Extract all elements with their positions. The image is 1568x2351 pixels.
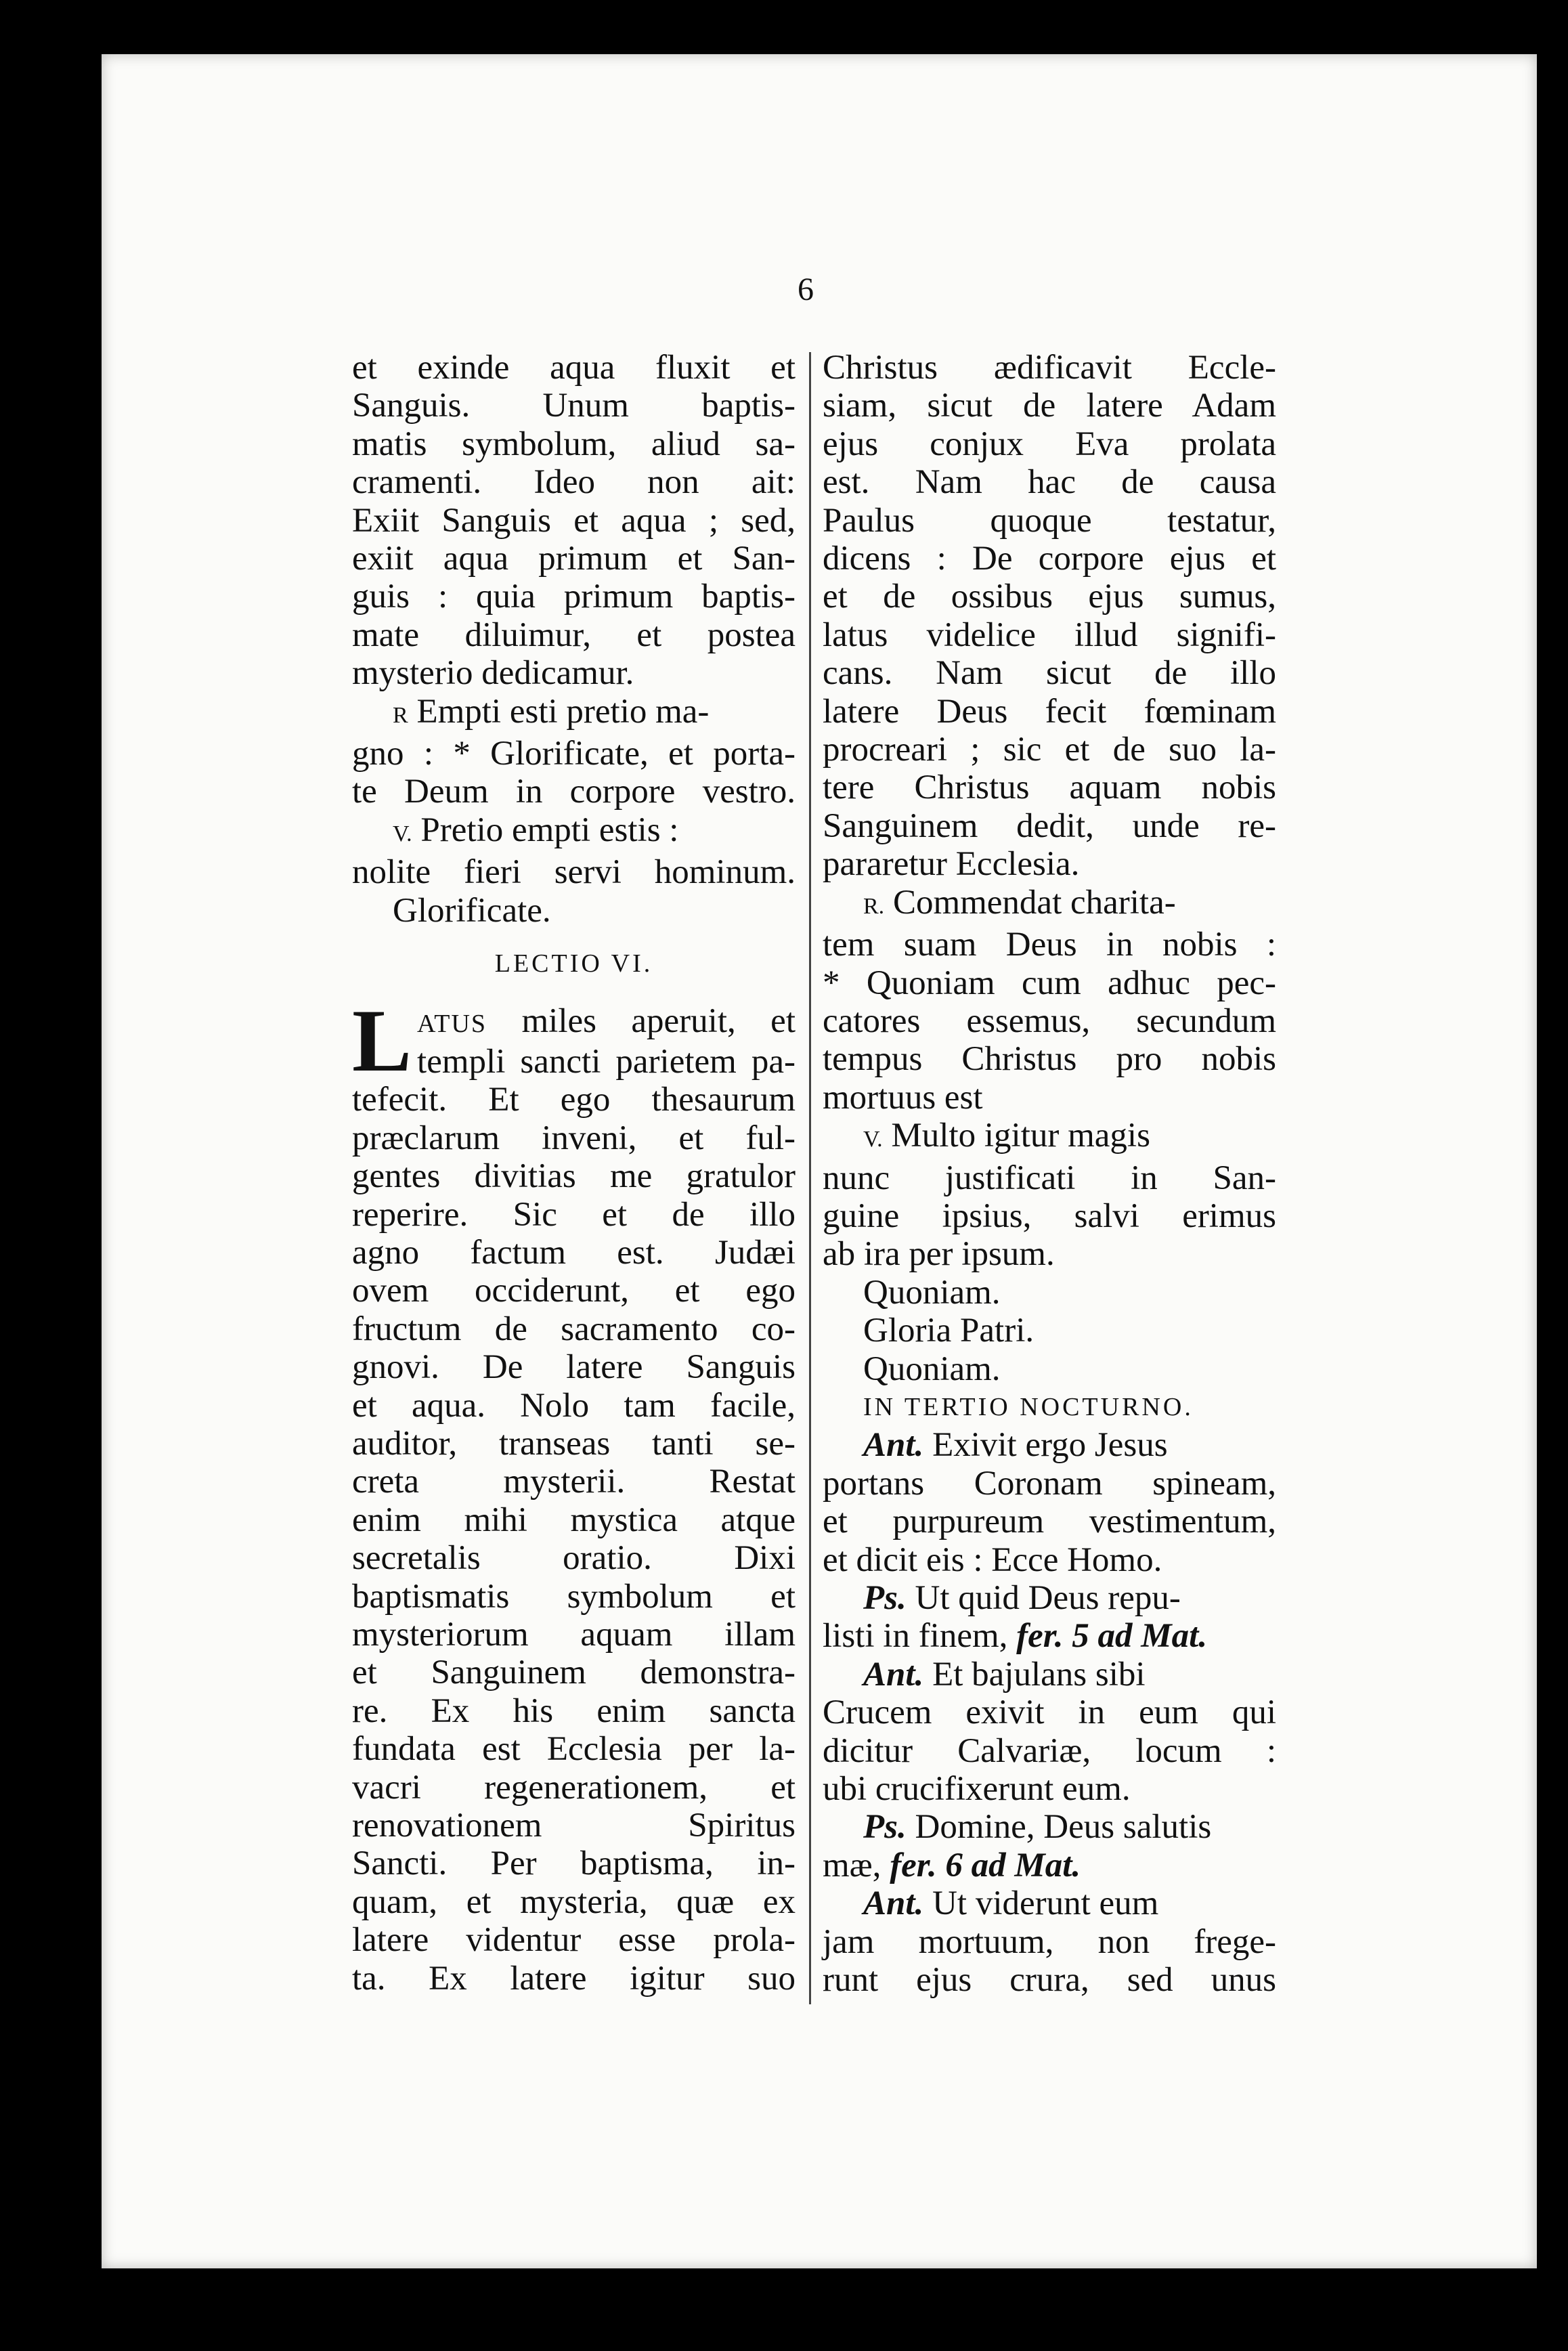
text-line: reperire. Sic et de illo — [352, 1195, 796, 1234]
antiphon-3-text: Ut viderunt eum — [932, 1884, 1159, 1923]
lectio-first-line — [352, 1002, 796, 1043]
text-line: mysterio dedicamur. — [352, 654, 634, 693]
text-line: et de ossibus ejus sumus, — [823, 578, 1276, 616]
text-line: est. Nam hac de causa — [823, 463, 1276, 502]
responsory-line-right — [823, 884, 1276, 926]
text-line: te Deum in corpore vestro. — [352, 773, 796, 811]
text-line: præclarum inveni, et ful- — [352, 1119, 796, 1157]
psalm-1-ref: fer. 5 ad Mat. — [1016, 1617, 1208, 1656]
left-column — [352, 349, 796, 1998]
responsory-mark-right: R. — [863, 893, 885, 919]
text-line: mysteriorum aquam illam — [352, 1616, 796, 1654]
versicle-text: Pretio empti estis : — [420, 811, 679, 849]
psalm-2-text-2: mæ, — [823, 1846, 881, 1884]
text-line: portans Coronam spineam, — [823, 1464, 1276, 1503]
text-line: Exiit Sanguis et aqua ; sed, — [352, 501, 796, 540]
text-line: nunc justificati in San- — [823, 1159, 1276, 1197]
antiphon-1-text: Exivit ergo Jesus — [932, 1426, 1168, 1465]
psalm-1-text: Ut quid Deus repu- — [915, 1579, 1181, 1617]
page-number: 6 — [798, 272, 814, 307]
text-line: matis symbolum, aliud sa- — [352, 425, 796, 463]
right-column — [823, 349, 1276, 1999]
text-line: dicens : De corpore ejus et — [823, 540, 1276, 578]
repeats-list — [823, 1274, 1276, 1388]
text-line: renovationem Spiritus — [352, 1807, 796, 1845]
text-line: Gloria Patri. — [863, 1312, 1035, 1350]
text-line: re. Ex his enim sancta — [352, 1691, 796, 1730]
lectio-paragraph — [352, 1043, 796, 1998]
lectio-heading: LECTIO VI. — [494, 949, 653, 978]
text-line: jam mortuum, non frege- — [823, 1922, 1276, 1961]
responsory-text: Empti esti pretio ma- — [416, 692, 710, 731]
text-line: et aqua. Nolo tam facile, — [352, 1386, 796, 1425]
psalm-label: Ps. — [863, 1808, 907, 1847]
left-paragraph-a — [352, 349, 796, 693]
text-line: guis : quia primum baptis- — [352, 578, 796, 616]
text-line: pararetur Ecclesia. — [823, 845, 1080, 884]
antiphon-2-line — [823, 1656, 1276, 1694]
responsory-text-right: Commendat charita- — [892, 883, 1176, 922]
text-line: Sancti. Per baptisma, in- — [352, 1845, 796, 1883]
text-line: Crucem exivit in eum qui — [823, 1694, 1276, 1732]
text-line: ubi crucifixerunt eum. — [823, 1770, 1131, 1809]
text-line: latere videntur esse prola- — [352, 1921, 796, 1960]
text-line: ta. Ex latere igitur suo — [352, 1959, 796, 1998]
text-line: Sanguis. Unum baptis- — [352, 387, 796, 425]
text-line: fructum de sacramento co- — [352, 1310, 796, 1348]
right-paragraph-a — [823, 349, 1276, 884]
text-line: mate diluimur, et postea — [352, 616, 796, 654]
text-line: gno : * Glorificate, et porta- — [352, 735, 796, 773]
text-line: mortuus est — [823, 1078, 983, 1117]
text-line: tefecit. Et ego thesaurum — [352, 1081, 796, 1119]
book-page — [102, 54, 1537, 2268]
repeat-glorificate: Glorificate. — [393, 891, 551, 930]
text-line: quam, et mysteria, quæ ex — [352, 1882, 796, 1921]
psalm-1-line — [823, 1579, 1276, 1617]
text-line: et exinde aqua fluxit et — [352, 349, 796, 387]
antiphon-3-continuation — [823, 1923, 1276, 2000]
versicle-continuation — [352, 853, 796, 891]
text-line: latere Deus fecit fœminam — [823, 692, 1276, 731]
responsory-continuation-right — [823, 926, 1276, 1117]
text-line: catores essemus, secundum — [823, 1001, 1276, 1040]
text-line: nolite fieri servi hominum. — [352, 853, 796, 892]
antiphon-3-line — [823, 1884, 1276, 1922]
text-line: et purpureum vestimentum, — [823, 1503, 1276, 1541]
text-line: et Sanguinem demonstra- — [352, 1654, 796, 1692]
responsory-line — [352, 693, 796, 735]
text-line: gentes divitias me gratulor — [352, 1157, 796, 1196]
first-word-caps: ATUS — [417, 1009, 487, 1038]
first-line-rest: miles aperuit, et — [521, 1001, 796, 1040]
text-line: siam, sicut de latere Adam — [823, 387, 1276, 425]
antiphon-label: Ant. — [863, 1655, 924, 1694]
versicle-line-right — [823, 1117, 1276, 1159]
psalm-1-text-2: listi in finem, — [823, 1617, 1008, 1656]
versicle-text-right: Multo igitur magis — [891, 1117, 1150, 1155]
versicle-mark: V. — [393, 821, 412, 846]
text-line: latus videlice illud signifi- — [823, 616, 1276, 654]
nocturn-heading: IN TERTIO NOCTURNO. — [863, 1392, 1194, 1421]
text-line: ejus conjux Eva prolata — [823, 425, 1276, 463]
text-line: creta mysterii. Restat — [352, 1463, 796, 1501]
versicle-line — [352, 811, 796, 853]
lectio-text — [352, 990, 796, 1998]
text-line: secretalis oratio. Dixi — [352, 1539, 796, 1578]
text-line: exiit aqua primum et San- — [352, 540, 796, 578]
text-line: Quoniam. — [863, 1273, 1001, 1312]
text-line: Christus ædificavit Eccle- — [823, 349, 1276, 387]
text-line: tere Christus aquam nobis — [823, 769, 1276, 807]
drop-cap: L — [352, 990, 412, 1090]
text-line: Paulus quoque testatur, — [823, 501, 1276, 540]
column-divider — [809, 352, 811, 2004]
psalm-2-text: Domine, Deus salutis — [915, 1808, 1212, 1847]
text-line: vacri regenerationem, et — [352, 1768, 796, 1807]
versicle-mark-right: V. — [863, 1127, 883, 1152]
text-line: auditor, transeas tanti se- — [352, 1424, 796, 1463]
text-line: enim mihi mystica atque — [352, 1501, 796, 1539]
text-line: guine ipsius, salvi erimus — [823, 1196, 1276, 1235]
text-line: fundata est Ecclesia per la- — [352, 1730, 796, 1769]
psalm-2-ref: fer. 6 ad Mat. — [890, 1846, 1081, 1884]
versicle-continuation-right — [823, 1159, 1276, 1274]
text-line: ovem occiderunt, et ego — [352, 1272, 796, 1310]
antiphon-1-continuation — [823, 1465, 1276, 1579]
text-line: agno factum est. Judæi — [352, 1233, 796, 1272]
antiphon-2-text: Et bajulans sibi — [932, 1655, 1146, 1694]
text-line: cans. Nam sicut de illo — [823, 654, 1276, 693]
text-line: Quoniam. — [863, 1350, 1001, 1388]
psalm-2-line — [823, 1808, 1276, 1846]
antiphon-label: Ant. — [863, 1426, 924, 1465]
psalm-2-second-line — [823, 1847, 1276, 1884]
responsory-continuation — [352, 735, 796, 811]
text-line: Sanguinem dedit, unde re- — [823, 806, 1276, 845]
text-line: procreari ; sic et de suo la- — [823, 731, 1276, 769]
text-line: et dicit eis : Ecce Homo. — [823, 1540, 1162, 1579]
text-line: gnovi. De latere Sanguis — [352, 1348, 796, 1387]
psalm-1-second-line — [823, 1617, 1276, 1655]
psalm-label: Ps. — [863, 1579, 907, 1617]
text-line: baptismatis symbolum et — [352, 1577, 796, 1616]
text-line: tem suam Deus in nobis : — [823, 926, 1276, 964]
text-line: templi sancti parietem pa- — [417, 1042, 796, 1081]
text-line: tempus Christus pro nobis — [823, 1040, 1276, 1079]
antiphon-1-line — [823, 1426, 1276, 1464]
text-line: * Quoniam cum adhuc pec- — [823, 964, 1276, 1002]
text-line: runt ejus crura, sed unus — [823, 1961, 1276, 2000]
responsory-mark: R — [393, 702, 408, 728]
antiphon-2-continuation — [823, 1694, 1276, 1808]
text-line: cramenti. Ideo non ait: — [352, 463, 796, 502]
text-line: dicitur Calvariæ, locum : — [823, 1731, 1276, 1770]
antiphon-label: Ant. — [863, 1884, 924, 1923]
text-line: ab ira per ipsum. — [823, 1235, 1055, 1274]
